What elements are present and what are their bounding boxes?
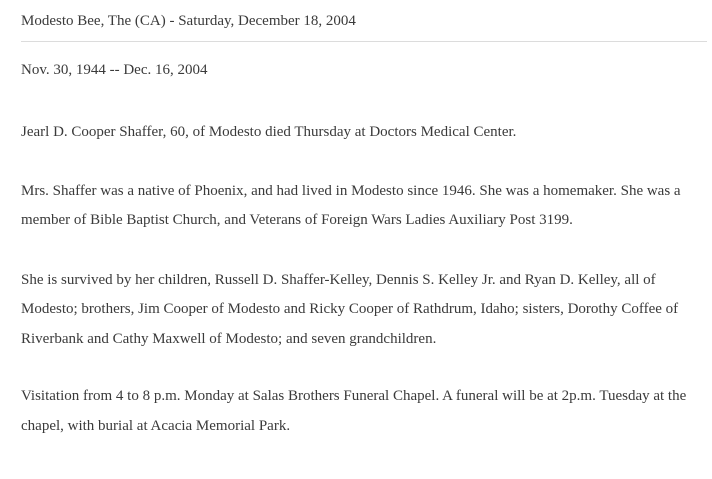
paragraph-death-notice: Jearl D. Cooper Shaffer, 60, of Modesto died Thursday at Doctors Medical Center. <box>21 124 517 140</box>
life-dates: Nov. 30, 1944 -- Dec. 16, 2004 <box>21 62 208 78</box>
paragraph-survivors: She is survived by her children, Russell D. Shaffer-Kelley, Dennis S. Kelley Jr. and Ryan D. Kelley, all of Modesto; brothers, Jim Cooper of Modesto and Ricky Cooper of Rathdrum, Idaho; sisters, Dorothy Coffee of Riverbank and Cathy Maxwell of Modesto; and seven grandchildren. <box>21 271 679 347</box>
paragraph-biography: Mrs. Shaffer was a native of Phoenix, and had lived in Modesto since 1946. She was a homemaker. She was a member of Bible Baptist Church, and Veterans of Foreign Wars Ladies Auxiliary Post 3199. <box>21 182 681 228</box>
source-line: Modesto Bee, The (CA) - Saturday, December 18, 2004 <box>21 13 356 29</box>
paragraph-services: Visitation from 4 to 8 p.m. Monday at Salas Brothers Funeral Chapel. A funeral will be at 2p.m. Tuesday at the chapel, with burial at Acacia Memorial Park. <box>21 388 687 434</box>
source-header <box>21 0 707 42</box>
obituary-article <box>21 0 707 441</box>
